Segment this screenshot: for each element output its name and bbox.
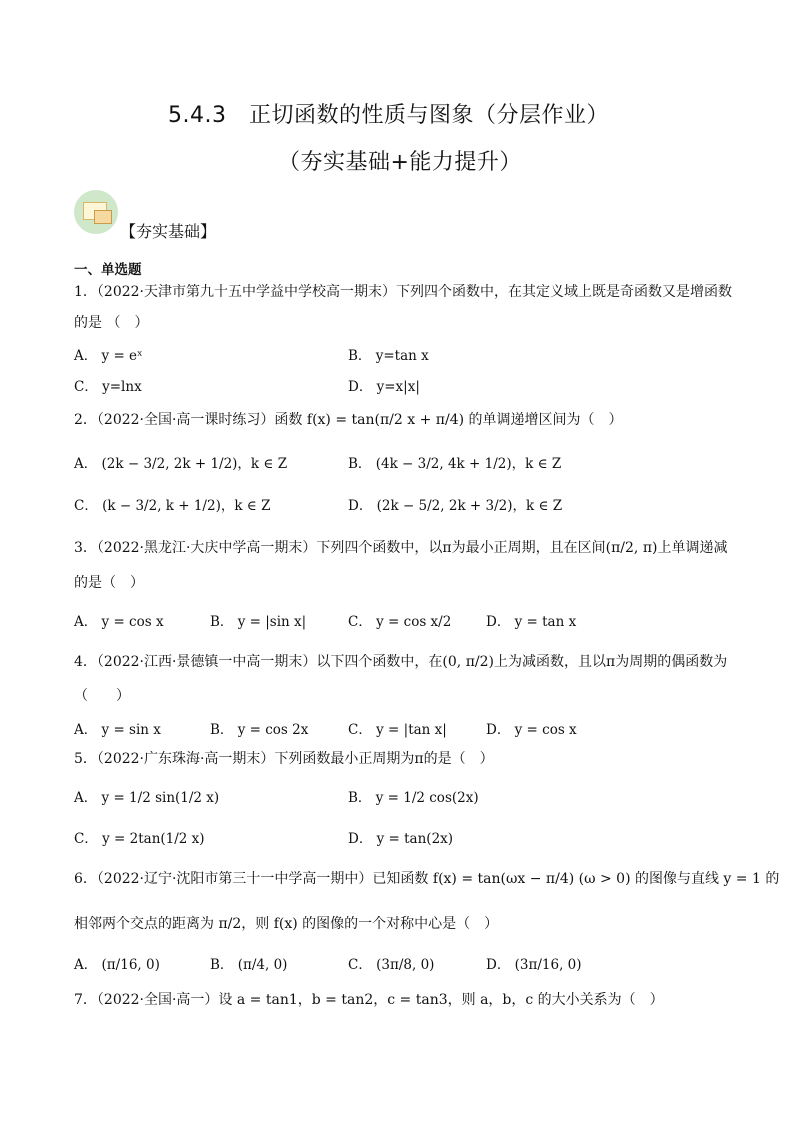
question-1-option-c[interactable]: C． y=lnx: [74, 379, 142, 395]
document-icon: [74, 190, 118, 234]
question-6-option-b[interactable]: B． (π/4, 0): [210, 957, 288, 973]
question-1-option-a[interactable]: A． y = eˣ: [74, 348, 143, 364]
question-4-option-c[interactable]: C． y = |tan x|: [348, 722, 447, 738]
question-6-stem: 6．（2022·辽宁·沈阳市第三十一中学高一期中）已知函数 f(x) = tan(ωx − π/4) (ω > 0) 的图像与直线 y = 1 的: [74, 871, 780, 887]
question-1-stem-cont: 的是 （ ）: [74, 315, 149, 331]
page-subtitle: （夯实基础+能力提升）: [278, 150, 522, 175]
section-heading: 一、单选题: [74, 262, 142, 278]
question-6-option-c[interactable]: C． (3π/8, 0): [348, 957, 435, 973]
question-6-stem-cont: 相邻两个交点的距离为 π/2，则 f(x) 的图像的一个对称中心是（ ）: [74, 916, 499, 932]
question-1-stem: 1．（2022·天津市第九十五中学益中学校高一期末）下列四个函数中，在其定义域上既是奇函数又是增函数: [74, 284, 732, 300]
question-5-option-a[interactable]: A． y = 1/2 sin(1/2 x): [74, 790, 220, 806]
question-5-option-d[interactable]: D． y = tan(2x): [348, 831, 454, 847]
question-2-stem: 2．（2022·全国·高一课时练习）函数 f(x) = tan(π/2 x + π/4) 的单调递增区间为（ ）: [74, 412, 623, 428]
question-4-stem: 4．（2022·江西·景德镇一中高一期末）以下四个函数中，在(0, π/2)上为减函数，且以π为周期的偶函数为: [74, 654, 728, 670]
page-title: 5.4.3 正切函数的性质与图象（分层作业）: [168, 103, 609, 128]
question-6-option-d[interactable]: D． (3π/16, 0): [486, 957, 582, 973]
question-2-option-c[interactable]: C． (k − 3/2, k + 1/2)，k ∈ Z: [74, 498, 271, 514]
question-3-option-c[interactable]: C． y = cos x/2: [348, 614, 452, 630]
question-2-option-a[interactable]: A． (2k − 3/2, 2k + 1/2)，k ∈ Z: [74, 456, 288, 472]
question-3-stem-cont: 的是（ ）: [74, 575, 144, 591]
section-badge: 【夯实基础】: [120, 222, 217, 241]
question-1-option-d[interactable]: D． y=x|x|: [348, 379, 420, 395]
question-4-stem-cont: （ ）: [74, 688, 130, 704]
question-3-option-b[interactable]: B． y = |sin x|: [210, 614, 307, 630]
question-1-option-b[interactable]: B． y=tan x: [348, 348, 429, 364]
question-3-stem: 3．（2022·黑龙江·大庆中学高一期末）下列四个函数中，以π为最小正周期，且在区间(π/2, π)上单调递减: [74, 540, 728, 556]
question-4-option-a[interactable]: A． y = sin x: [74, 722, 161, 738]
question-6-option-a[interactable]: A． (π/16, 0): [74, 957, 160, 973]
question-3-option-a[interactable]: A． y = cos x: [74, 614, 164, 630]
question-2-option-d[interactable]: D． (2k − 5/2, 2k + 3/2)，k ∈ Z: [348, 498, 563, 514]
question-2-option-b[interactable]: B． (4k − 3/2, 4k + 1/2)，k ∈ Z: [348, 456, 562, 472]
question-7-stem: 7．（2022·全国·高一）设 a = tan1，b = tan2，c = tan3，则 a，b，c 的大小关系为（ ）: [74, 992, 664, 1008]
question-4-option-b[interactable]: B． y = cos 2x: [210, 722, 309, 738]
question-4-option-d[interactable]: D． y = cos x: [486, 722, 577, 738]
question-5-option-b[interactable]: B． y = 1/2 cos(2x): [348, 790, 479, 806]
question-5-option-c[interactable]: C． y = 2tan(1/2 x): [74, 831, 205, 847]
question-3-option-d[interactable]: D． y = tan x: [486, 614, 577, 630]
question-5-stem: 5．（2022·广东珠海·高一期末）下列函数最小正周期为π的是（ ）: [74, 751, 494, 767]
